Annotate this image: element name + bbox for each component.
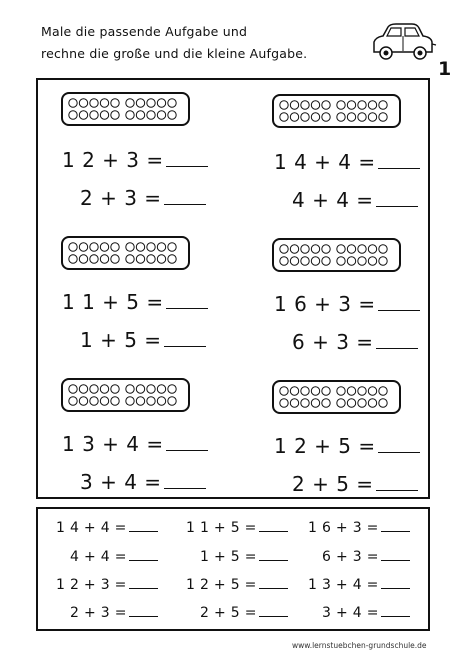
answer-blank[interactable] (129, 550, 158, 561)
frame-circle (358, 399, 366, 407)
practice-equation: 1 4 + 4 = (56, 519, 158, 537)
frame-circle (90, 99, 98, 107)
frame-circle (100, 397, 108, 405)
frame-circle (280, 399, 288, 407)
twenty-frame (61, 378, 190, 412)
frame-circle (168, 111, 176, 119)
answer-blank[interactable] (164, 190, 206, 205)
frame-circle (100, 255, 108, 263)
frame-circle (290, 257, 298, 265)
frame-circle (136, 397, 144, 405)
twenty-frame (61, 92, 190, 126)
frame-circle (379, 101, 387, 109)
instruction-line-2: rechne die große und die kleine Aufgabe. (41, 46, 308, 61)
frame-circle (347, 113, 355, 121)
frame-circle (79, 397, 87, 405)
frame-circle (100, 385, 108, 393)
frame-circle (311, 257, 319, 265)
frame-circle (69, 111, 77, 119)
frame-circle (168, 397, 176, 405)
footer-url: www.lernstuebchen-grundschule.de (292, 641, 427, 650)
frame-circle (147, 111, 155, 119)
task-1-big-equation: 1 2 + 3 = (62, 148, 208, 172)
frame-circle (126, 99, 134, 107)
frame-circle (100, 111, 108, 119)
answer-blank[interactable] (166, 436, 208, 451)
frame-circle (136, 385, 144, 393)
practice-equation: 1 1 + 5 = (186, 519, 288, 537)
frame-circle (301, 113, 309, 121)
task-4-big-equation: 1 6 + 3 = (274, 292, 420, 316)
frame-circle (90, 255, 98, 263)
frame-circle (347, 245, 355, 253)
frame-circle (136, 243, 144, 251)
frame-circle (157, 385, 165, 393)
frame-circle (311, 113, 319, 121)
practice-equation: 3 + 4 = (322, 604, 410, 622)
frame-circle (79, 243, 87, 251)
answer-blank[interactable] (129, 606, 158, 617)
frame-circle (358, 257, 366, 265)
practice-equation: 1 2 + 3 = (56, 576, 158, 594)
frame-circle (280, 387, 288, 395)
twenty-frame (272, 238, 401, 272)
frame-circle (337, 387, 345, 395)
frame-circle (147, 385, 155, 393)
frame-circle (368, 399, 376, 407)
answer-blank[interactable] (381, 606, 410, 617)
frame-circle (147, 99, 155, 107)
frame-circle (157, 255, 165, 263)
practice-equation: 1 + 5 = (200, 548, 288, 566)
frame-circle (379, 257, 387, 265)
frame-circle (368, 101, 376, 109)
frame-circle (100, 243, 108, 251)
frame-circle (311, 101, 319, 109)
task-5-small-equation: 3 + 4 = (80, 470, 206, 494)
frame-circle (100, 99, 108, 107)
frame-circle (379, 245, 387, 253)
frame-circle (368, 257, 376, 265)
frame-circle (337, 399, 345, 407)
frame-circle (168, 99, 176, 107)
frame-circle (136, 111, 144, 119)
twenty-frame (61, 236, 190, 270)
frame-circle (157, 99, 165, 107)
practice-equation: 1 6 + 3 = (308, 519, 410, 537)
frame-dots (63, 94, 188, 124)
answer-blank[interactable] (381, 550, 410, 561)
frame-circle (90, 397, 98, 405)
answer-blank[interactable] (381, 521, 410, 532)
frame-circle (280, 257, 288, 265)
frame-circle (111, 385, 119, 393)
practice-equation: 4 + 4 = (70, 548, 158, 566)
frame-circle (368, 113, 376, 121)
frame-circle (347, 257, 355, 265)
frame-circle (311, 245, 319, 253)
task-2-small-equation: 4 + 4 = (292, 188, 418, 212)
frame-circle (301, 387, 309, 395)
answer-blank[interactable] (376, 476, 418, 491)
frame-circle (301, 101, 309, 109)
task-6-big-equation: 1 2 + 5 = (274, 434, 420, 458)
answer-blank[interactable] (259, 521, 288, 532)
frame-dots (274, 96, 399, 126)
page-number: 1 (438, 58, 452, 80)
frame-dots (63, 380, 188, 410)
answer-blank[interactable] (164, 332, 206, 347)
frame-circle (111, 243, 119, 251)
frame-circle (337, 113, 345, 121)
frame-circle (337, 101, 345, 109)
frame-circle (147, 397, 155, 405)
answer-blank[interactable] (166, 294, 208, 309)
frame-circle (136, 99, 144, 107)
task-5-big-equation: 1 3 + 4 = (62, 432, 208, 456)
instruction-line-1: Male die passende Aufgabe und (41, 24, 248, 39)
frame-circle (111, 397, 119, 405)
practice-equation: 2 + 3 = (70, 604, 158, 622)
task-6-small-equation: 2 + 5 = (292, 472, 418, 496)
frame-circle (69, 385, 77, 393)
frame-circle (379, 399, 387, 407)
answer-blank[interactable] (259, 550, 288, 561)
frame-circle (126, 111, 134, 119)
frame-dots (274, 240, 399, 270)
frame-circle (322, 245, 330, 253)
frame-dots (63, 238, 188, 268)
frame-circle (311, 387, 319, 395)
frame-circle (90, 111, 98, 119)
frame-circle (358, 113, 366, 121)
frame-circle (290, 245, 298, 253)
frame-circle (347, 399, 355, 407)
frame-circle (358, 245, 366, 253)
frame-circle (368, 245, 376, 253)
frame-circle (290, 101, 298, 109)
frame-circle (168, 243, 176, 251)
frame-circle (322, 101, 330, 109)
frame-circle (147, 255, 155, 263)
answer-blank[interactable] (381, 578, 410, 589)
practice-equation: 1 3 + 4 = (308, 576, 410, 594)
frame-circle (147, 243, 155, 251)
task-4-small-equation: 6 + 3 = (292, 330, 418, 354)
frame-circle (79, 385, 87, 393)
frame-circle (311, 399, 319, 407)
frame-circle (90, 243, 98, 251)
answer-blank[interactable] (378, 154, 420, 169)
frame-circle (280, 113, 288, 121)
answer-blank[interactable] (259, 606, 288, 617)
answer-blank[interactable] (129, 521, 158, 532)
frame-circle (111, 99, 119, 107)
twenty-frame (272, 94, 401, 128)
answer-blank[interactable] (129, 578, 158, 589)
frame-circle (157, 111, 165, 119)
frame-circle (69, 99, 77, 107)
practice-equation: 1 2 + 5 = (186, 576, 288, 594)
frame-circle (347, 387, 355, 395)
frame-circle (358, 387, 366, 395)
task-2-big-equation: 1 4 + 4 = (274, 150, 420, 174)
frame-circle (126, 385, 134, 393)
frame-circle (79, 255, 87, 263)
frame-circle (290, 113, 298, 121)
frame-circle (280, 101, 288, 109)
answer-blank[interactable] (164, 474, 206, 489)
answer-blank[interactable] (378, 296, 420, 311)
practice-equation: 2 + 5 = (200, 604, 288, 622)
frame-circle (379, 387, 387, 395)
frame-circle (69, 243, 77, 251)
answer-blank[interactable] (376, 334, 418, 349)
frame-circle (290, 387, 298, 395)
answer-blank[interactable] (259, 578, 288, 589)
frame-circle (301, 257, 309, 265)
frame-circle (111, 255, 119, 263)
frame-circle (168, 255, 176, 263)
frame-circle (322, 113, 330, 121)
twenty-frame (272, 380, 401, 414)
frame-circle (168, 385, 176, 393)
answer-blank[interactable] (378, 438, 420, 453)
frame-circle (322, 399, 330, 407)
answer-blank[interactable] (376, 192, 418, 207)
task-3-small-equation: 1 + 5 = (80, 328, 206, 352)
frame-circle (111, 111, 119, 119)
task-1-small-equation: 2 + 3 = (80, 186, 206, 210)
frame-circle (136, 255, 144, 263)
frame-circle (301, 399, 309, 407)
frame-circle (301, 245, 309, 253)
practice-equation: 6 + 3 = (322, 548, 410, 566)
frame-circle (280, 245, 288, 253)
frame-circle (322, 257, 330, 265)
car-icon (368, 18, 438, 66)
frame-circle (126, 243, 134, 251)
frame-circle (69, 255, 77, 263)
frame-circle (358, 101, 366, 109)
frame-circle (368, 387, 376, 395)
frame-circle (79, 111, 87, 119)
frame-circle (90, 385, 98, 393)
frame-circle (69, 397, 77, 405)
frame-dots (274, 382, 399, 412)
frame-circle (126, 397, 134, 405)
frame-circle (347, 101, 355, 109)
frame-circle (79, 99, 87, 107)
frame-circle (322, 387, 330, 395)
frame-circle (379, 113, 387, 121)
frame-circle (126, 255, 134, 263)
frame-circle (157, 243, 165, 251)
frame-circle (157, 397, 165, 405)
frame-circle (337, 245, 345, 253)
answer-blank[interactable] (166, 152, 208, 167)
frame-circle (337, 257, 345, 265)
task-3-big-equation: 1 1 + 5 = (62, 290, 208, 314)
frame-circle (290, 399, 298, 407)
